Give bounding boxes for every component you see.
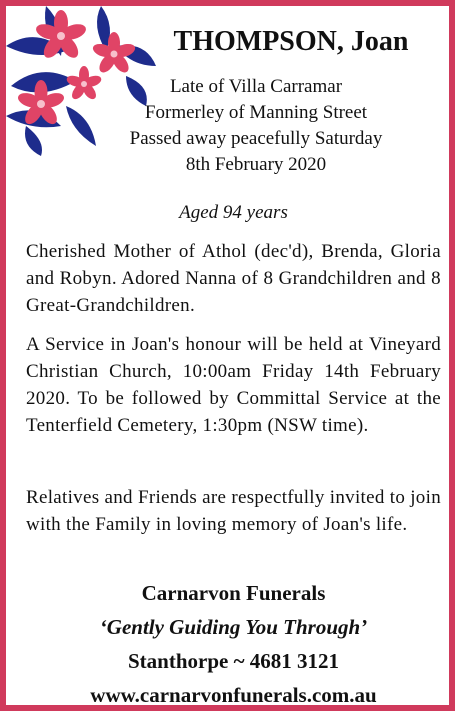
- address-line: Formerley of Manning Street: [144, 102, 368, 123]
- company-name: Carnarvon Funerals: [141, 581, 326, 605]
- service-paragraph: A Service in Joan's honour will be held at Vineyard Christian Church, 10:00am Friday 14th February 2020. To be followed by Committal Service at the Tenterfield Cemetery, 1:30pm (NSW time).: [26, 334, 441, 436]
- family-paragraph: Cherished Mother of Athol (dec'd), Brenda, Gloria and Robyn. Adored Nanna of 8 Grandchildren and 8 Great-Grandchildren.: [26, 241, 441, 316]
- website-link[interactable]: www.carnarvonfunerals.com.au: [90, 683, 377, 707]
- company-tagline: ‘Gently Guiding You Through’: [99, 615, 368, 639]
- age-line: Aged 94 years: [179, 202, 288, 223]
- invitation-paragraph: Relatives and Friends are respectfully invited to join with the Family in loving memory of Joan's life.: [26, 487, 441, 535]
- address-line: Passed away peacefully Saturday: [129, 128, 383, 149]
- address-block: [106, 74, 406, 178]
- address-line: 8th February 2020: [185, 154, 327, 175]
- funeral-director-footer: [6, 576, 455, 712]
- address-line: Late of Villa Carramar: [169, 76, 343, 97]
- deceased-name: THOMPSON, Joan: [173, 26, 409, 57]
- phone-line: Stanthorpe ~ 4681 3121: [127, 649, 339, 673]
